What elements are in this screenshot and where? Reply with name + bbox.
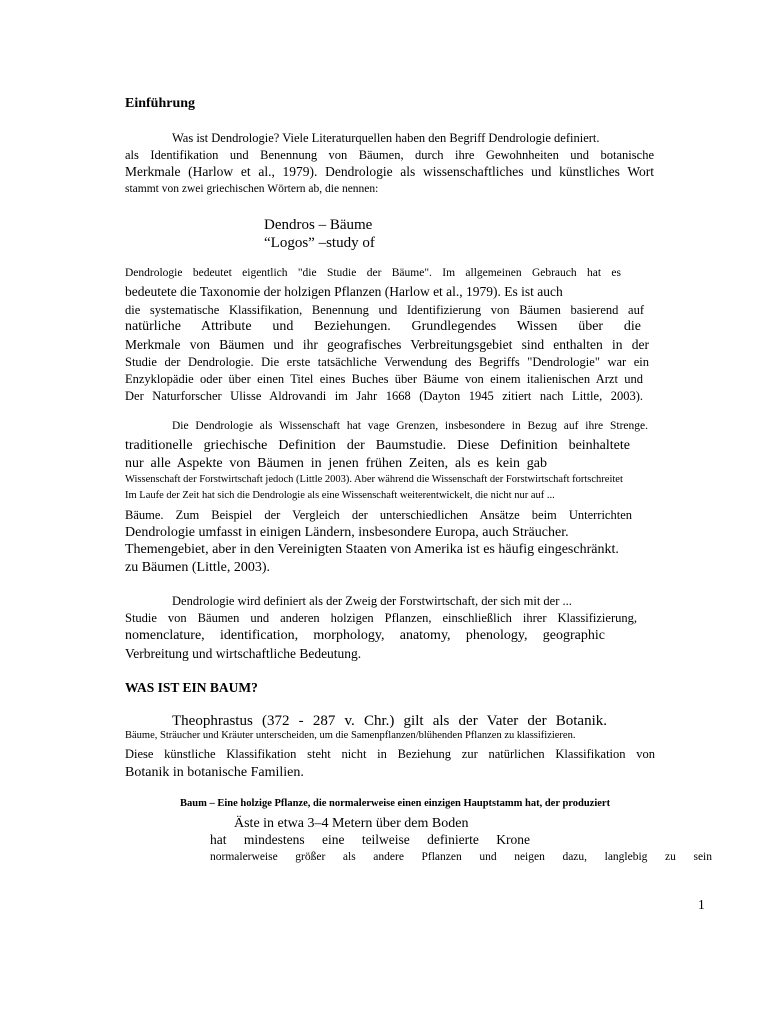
paragraph-line: Dendrologie umfasst in einigen Ländern, insbesondere Europa, auch Sträucher. (125, 525, 569, 540)
paragraph-line: die systematische Klassifikation, Benennung und Identifizierung von Bäumen basierend auf (125, 303, 644, 317)
paragraph-line: Studie von Bäumen und anderen holzigen Pflanzen, einschließlich ihrer Klassifizierung, (125, 611, 637, 625)
definition-point: normalerweise größer als andere Pflanzen und neigen dazu, langlebig zu sein (210, 851, 712, 863)
paragraph-line: stammt von zwei griechischen Wörtern ab, die nennen: (125, 183, 379, 195)
paragraph-line: natürliche Attribute und Beziehungen. Grundlegendes Wissen über die (125, 319, 641, 334)
etymology-line: Dendros – Bäume (264, 217, 373, 233)
paragraph-line: Merkmale (Harlow et al., 1979). Dendrologie als wissenschaftliches und künstliches Wort (125, 164, 654, 179)
paragraph-line: als Identifikation und Benennung von Bäumen, durch ihre Gewohnheiten und botanische (125, 148, 654, 162)
paragraph-line: traditionelle griechische Definition der Baumstudie. Diese Definition beinhaltete (125, 438, 630, 453)
paragraph-line: nomenclature, identification, morphology, anatomy, phenology, geographic (125, 628, 605, 643)
paragraph-line: Dendrologie wird definiert als der Zweig der Forstwirtschaft, der sich mit der ... (172, 594, 572, 608)
paragraph-line: Im Laufe der Zeit hat sich die Dendrologie als eine Wissenschaft weiterentwickelt, die nicht nur auf ... (125, 490, 555, 501)
paragraph-line: Theophrastus (372 - 287 v. Chr.) gilt als der Vater der Botanik. (172, 713, 607, 729)
etymology-line: “Logos” –study of (264, 235, 375, 251)
paragraph-line: Bäume, Sträucher und Kräuter unterscheiden, um die Samenpflanzen/blühenden Pflanzen zu klassifizieren. (125, 730, 576, 741)
paragraph-line: Themengebiet, aber in den Vereinigten Staaten von Amerika ist es häufig eingeschränkt. (125, 542, 619, 557)
definition-point: Äste in etwa 3–4 Metern über dem Boden (234, 816, 469, 831)
paragraph-line: Die Dendrologie als Wissenschaft hat vage Grenzen, insbesondere in Bezug auf ihre Strenge. (172, 420, 648, 432)
section-heading-what-is-a-tree: WAS IST EIN BAUM? (125, 680, 258, 695)
section-heading-introduction: Einführung (125, 96, 196, 111)
paragraph-line: Dendrologie bedeutet eigentlich "die Studie der Bäume". Im allgemeinen Gebrauch hat es (125, 267, 621, 279)
paragraph-line: Bäume. Zum Beispiel der Vergleich der unterschiedlichen Ansätze beim Unterrichten (125, 508, 632, 522)
paragraph-line: bedeutete die Taxonomie der holzigen Pflanzen (Harlow et al., 1979). Es ist auch (125, 284, 563, 299)
paragraph-line: Verbreitung und wirtschaftliche Bedeutung. (125, 646, 362, 661)
paragraph-line: Diese künstliche Klassifikation steht nicht in Beziehung zur natürlichen Klassifikation von (125, 747, 655, 761)
paragraph-line: nur alle Aspekte von Bäumen in jenen frühen Zeiten, als es kein gab (125, 456, 547, 471)
page-number: 1 (698, 897, 705, 912)
paragraph-line: Merkmale von Bäumen und ihr geografisches Verbreitungsgebiet sind enthalten in der (125, 337, 649, 352)
paragraph-line: Botanik in botanische Familien. (125, 765, 304, 780)
paragraph-line: Der Naturforscher Ulisse Aldrovandi im Jahr 1668 (Dayton 1945 zitiert nach Little, 2003). (125, 389, 643, 403)
paragraph-line: Was ist Dendrologie? Viele Literaturquellen haben den Begriff Dendrologie definiert. (172, 131, 600, 145)
paragraph-line: zu Bäumen (Little, 2003). (125, 560, 271, 575)
paragraph-line: Wissenschaft der Forstwirtschaft jedoch (Little 2003). Aber während die Wissenschaft der Forstwirtschaft fortschreitet (125, 474, 623, 485)
paragraph-line: Studie der Dendrologie. Die erste tatsächliche Verwendung des Begriffs "Dendrologie" war ein (125, 355, 649, 369)
paragraph-line: Enzyklopädie oder über einen Titel eines Buches über Bäume von einem italienischen Arzt und (125, 372, 643, 386)
tree-definition: Baum – Eine holzige Pflanze, die normalerweise einen einzigen Hauptstamm hat, der produziert (180, 798, 611, 809)
definition-point: hat mindestens eine teilweise definierte Krone (210, 832, 530, 847)
